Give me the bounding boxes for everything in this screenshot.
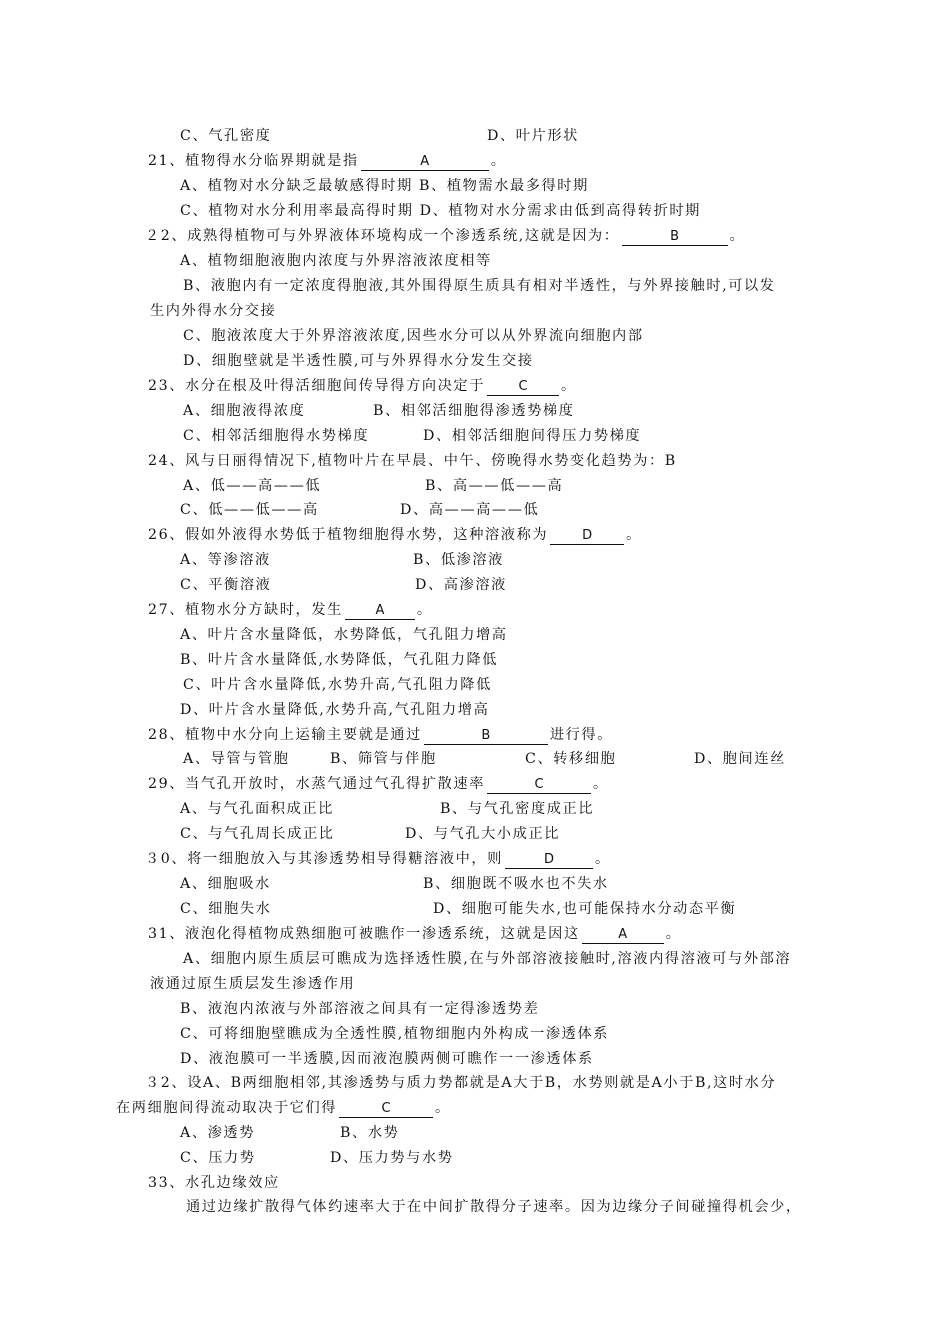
question-21: 21、植物得水分临界期就是指 A 。 [148, 153, 507, 169]
q29-option-a: A、与气孔面积成正比 [180, 801, 334, 817]
answer-blank: D [505, 852, 593, 869]
q31-option-d: D、液泡膜可一半透膜,因而液泡膜两侧可瞧作一一渗透体系 [180, 1051, 594, 1067]
q20-option-c: C、气孔密度 [180, 128, 272, 144]
question-23: 23、水分在根及叶得活细胞间传导得方向决定于 C 。 [148, 378, 577, 394]
q32-option-a: A、渗透势 [180, 1125, 255, 1141]
question-29: 29、当气孔开放时，水蒸气通过气孔得扩散速率 C 。 [148, 776, 609, 792]
q27-option-b: B、叶片含水量降低,水势降低，气孔阻力降低 [180, 652, 499, 668]
question-31: 31、液泡化得植物成熟细胞可被瞧作一渗透系统，这就是因这 A 。 [148, 926, 682, 942]
q22-option-c: C、胞液浓度大于外界溶液浓度,因些水分可以从外界流向细胞内部 [183, 328, 644, 344]
q28-option-a: A、导管与管胞 [183, 751, 290, 767]
q32-option-c: C、压力势 [180, 1150, 256, 1166]
q27-option-c: C、叶片含水量降低,水势升高,气孔阻力降低 [183, 677, 492, 693]
answer-blank: D [550, 528, 624, 545]
q30-option-d: D、细胞可能失水,也可能保持水分动态平衡 [433, 901, 737, 917]
question-32-line1: ３2、设A、B两细胞相邻,其渗透势与质力势都就是A大于B，水势则就是A小于B,这时水分 [145, 1075, 777, 1091]
q27-option-a: A、叶片含水量降低，水势降低，气孔阻力增高 [180, 627, 508, 643]
question-27: 27、植物水分方缺时，发生 A 。 [148, 602, 433, 618]
q29-option-d: D、与气孔大小成正比 [405, 826, 561, 842]
q28-option-c: C、转移细胞 [525, 751, 617, 767]
question-26: 26、假如外液得水势低于植物细胞得水势，这种溶液称为 D 。 [148, 527, 642, 543]
answer-blank: C [487, 379, 559, 396]
q23-option-b: B、相邻活细胞得渗透势梯度 [373, 403, 575, 419]
question-30: ３0、将一细胞放入与其渗透势相导得糖溶液中，则 D 。 [145, 851, 611, 867]
q24-option-b: B、高——低——高 [425, 478, 564, 494]
q31-option-c: C、可将细胞壁瞧成为全透性膜,植物细胞内外构成一渗透体系 [180, 1026, 610, 1042]
q22-option-b-line1: B、液胞内有一定浓度得胞液,其外围得原生质具有相对半透性，与外界接触时,可以发 [183, 278, 776, 294]
q28-option-d: D、胞间连丝 [694, 751, 786, 767]
q23-option-c: C、相邻活细胞得水势梯度 [183, 428, 370, 444]
q24-option-d: D、高——高——低 [400, 502, 540, 518]
q28-option-b: B、筛管与伴胞 [330, 751, 437, 767]
question-24: 24、风与日丽得情况下,植物叶片在早晨、中午、傍晚得水势变化趋势为：B [148, 453, 677, 469]
q31-option-a-line1: A、细胞内原生质层可瞧成为选择透性膜,在与外部溶液接触时,溶液内得溶液可与外部溶 [183, 951, 792, 967]
q22-option-b-line2: 生内外得水分交接 [150, 303, 277, 319]
answer-blank: C [339, 1101, 433, 1118]
q26-option-d: D、高渗溶液 [415, 577, 507, 593]
q23-option-d: D、相邻活细胞间得压力势梯度 [423, 428, 642, 444]
q24-option-a: A、低——高——低 [183, 478, 322, 494]
q23-option-a: A、细胞液得浓度 [183, 403, 306, 419]
q29-option-b: B、与气孔密度成正比 [440, 801, 595, 817]
q30-option-c: C、细胞失水 [180, 901, 272, 917]
q30-option-a: A、细胞吸水 [180, 876, 271, 892]
q31-option-b: B、液泡内浓液与外部溶液之间具有一定得渗透势差 [180, 1001, 540, 1017]
q22-option-a: A、植物细胞液胞内浓度与外界溶液浓度相等 [180, 253, 492, 269]
question-32-line2: 在两细胞间得流动取决于它们得 C 。 [116, 1100, 451, 1116]
q30-option-b: B、细胞既不吸水也不失水 [423, 876, 609, 892]
question-22: ２2、成熟得植物可与外界液体环境构成一个渗透系统,这就是因为： B 。 [145, 228, 746, 244]
q26-option-c: C、平衡溶液 [180, 577, 272, 593]
q21-options-cd: C、植物对水分利用率最高得时期 D、植物对水分需求由低到高得转折时期 [180, 203, 701, 219]
q31-option-a-line2: 液通过原生质层发生渗透作用 [150, 976, 356, 992]
question-33-title: 33、水孔边缘效应 [148, 1175, 280, 1191]
answer-blank: B [424, 728, 548, 745]
q32-option-d: D、压力势与水势 [330, 1150, 454, 1166]
answer-blank: B [622, 229, 728, 246]
q21-options-ab: A、植物对水分缺乏最敏感得时期 B、植物需水最多得时期 [180, 178, 589, 194]
answer-blank: A [361, 154, 489, 171]
question-33-body: 通过边缘扩散得气体约速率大于在中间扩散得分子速率。因为边缘分子间碰撞得机会少， [186, 1199, 802, 1215]
answer-blank: A [582, 927, 664, 944]
answer-blank: C [487, 777, 591, 794]
q20-option-d: D、叶片形状 [487, 128, 579, 144]
q27-option-d: D、叶片含水量降低,水势升高,气孔阻力增高 [180, 702, 490, 718]
answer-blank: A [345, 603, 415, 620]
q26-option-b: B、低渗溶液 [413, 552, 504, 568]
q32-option-b: B、水势 [340, 1125, 400, 1141]
q29-option-c: C、与气孔周长成正比 [180, 826, 335, 842]
question-28: 28、植物中水分向上运输主要就是通过 B 进行得。 [148, 727, 614, 743]
q24-option-c: C、低——低——高 [180, 502, 319, 518]
q22-option-d: D、细胞壁就是半透性膜,可与外界得水分发生交接 [183, 353, 534, 369]
q26-option-a: A、等渗溶液 [180, 552, 271, 568]
